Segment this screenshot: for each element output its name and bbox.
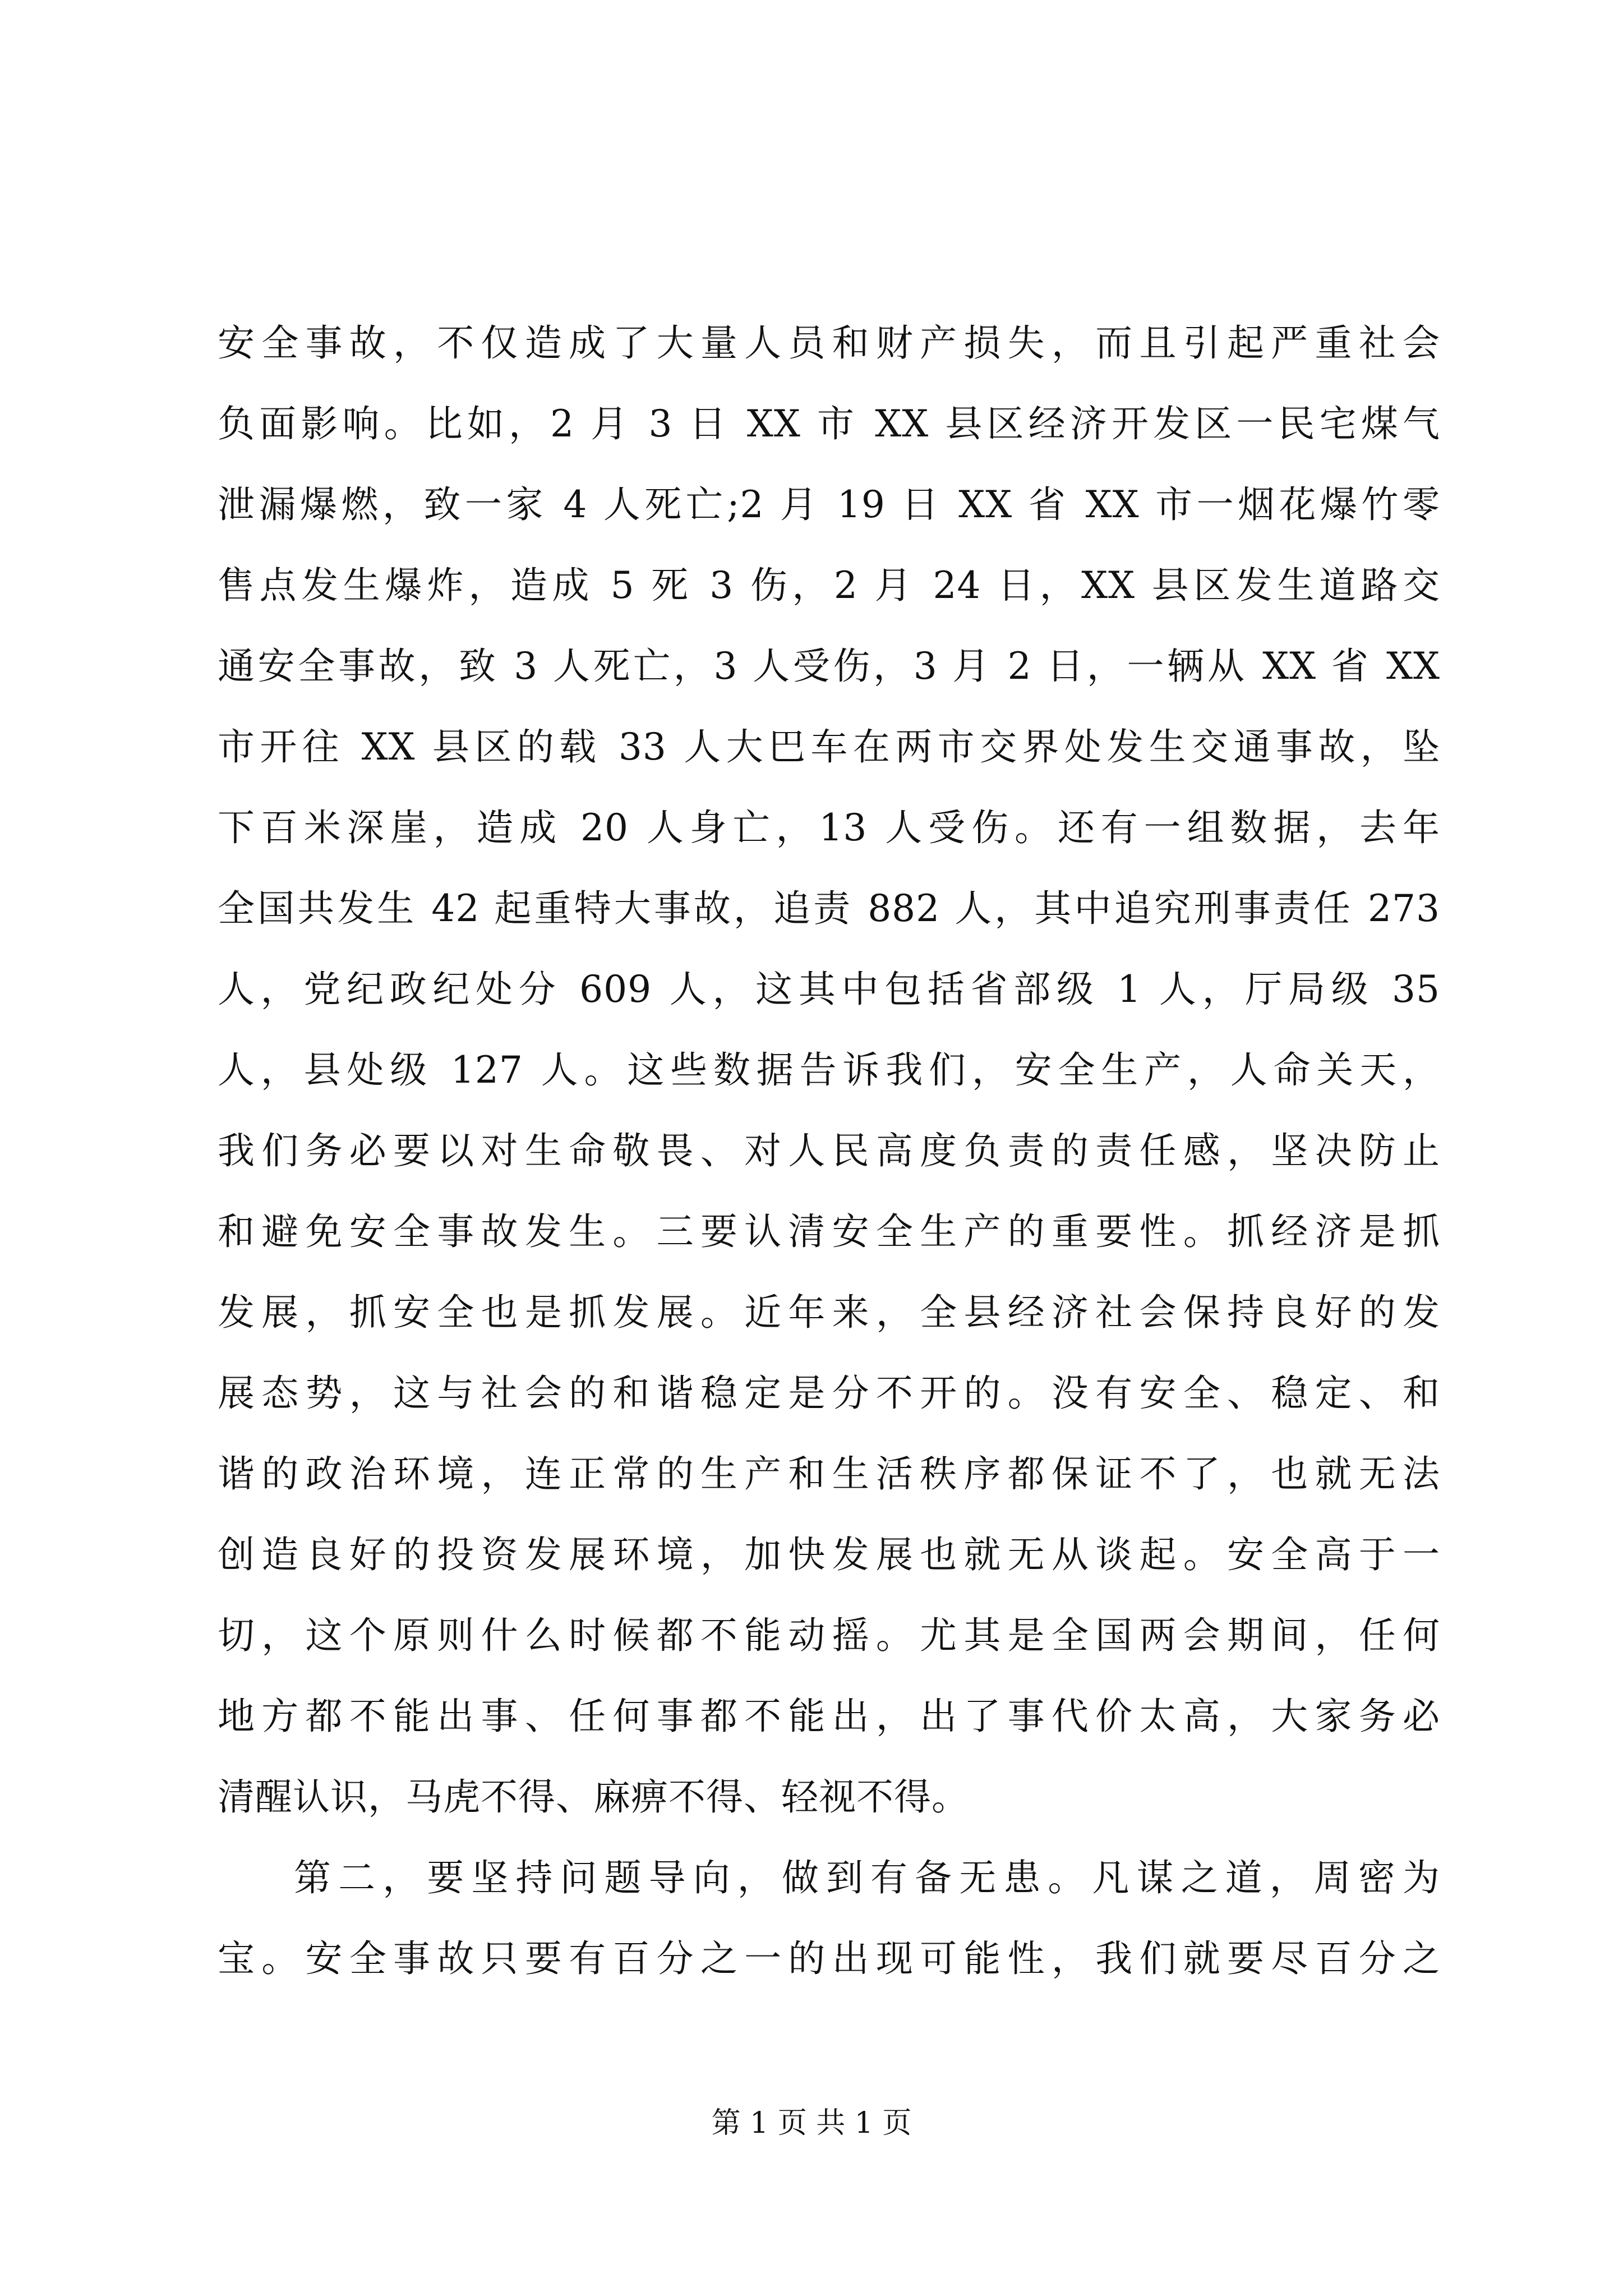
page-number-footer: 第 1 页 共 1 页 — [711, 2106, 912, 2140]
text-line: 售点发生爆炸，造成 5 死 3 伤，2 月 24 日，XX 县区发生道路交 — [218, 564, 1440, 607]
text-line: 人，党纪政纪处分 609 人，这其中包括省部级 1 人，厅局级 35 — [218, 968, 1440, 1011]
text-line: 谐的政治环境，连正常的生产和生活秩序都保证不了，也就无法 — [218, 1452, 1440, 1496]
text-line: 市开往 XX 县区的载 33 人大巴车在两市交界处发生交通事故，坠 — [218, 725, 1440, 769]
text-line: 宝。安全事故只要有百分之一的出现可能性，我们就要尽百分之 — [218, 1937, 1440, 1980]
text-line: 下百米深崖，造成 20 人身亡，13 人受伤。还有一组数据，去年 — [218, 806, 1440, 849]
text-line: 全国共发生 42 起重特大事故，追责 882 人，其中追究刑事责任 273 — [218, 887, 1440, 930]
text-line: 和避免安全事故发生。三要认清安全生产的重要性。抓经济是抓 — [218, 1210, 1440, 1253]
text-line: 泄漏爆燃，致一家 4 人死亡;2 月 19 日 XX 省 XX 市一烟花爆竹零 — [218, 483, 1440, 526]
text-line: 切，这个原则什么时候都不能动摇。尤其是全国两会期间，任何 — [218, 1614, 1440, 1657]
paragraph-end-line: 清醒认识，马虎不得、麻痹不得、轻视不得。 — [218, 1775, 969, 1819]
body-text — [218, 303, 1440, 1999]
text-line: 我们务必要以对生命敬畏、对人民高度负责的责任感，坚决防止 — [218, 1129, 1440, 1172]
text-line: 发展，抓安全也是抓发展。近年来，全县经济社会保持良好的发 — [218, 1291, 1440, 1334]
text-line: 人，县处级 127 人。这些数据告诉我们，安全生产，人命关天， — [218, 1048, 1440, 1092]
paragraph-start-line: 第二，要坚持问题导向，做到有备无患。凡谋之道，周密为 — [294, 1856, 1440, 1899]
text-line: 负面影响。比如，2 月 3 日 XX 市 XX 县区经济开发区一民宅煤气 — [218, 402, 1440, 445]
text-line: 创造良好的投资发展环境，加快发展也就无从谈起。安全高于一 — [218, 1533, 1440, 1576]
text-line: 展态势，这与社会的和谐稳定是分不开的。没有安全、稳定、和 — [218, 1372, 1440, 1415]
text-line: 通安全事故，致 3 人死亡，3 人受伤，3 月 2 日，一辆从 XX 省 XX — [218, 645, 1440, 688]
text-line: 地方都不能出事、任何事都不能出，出了事代价太高，大家务必 — [218, 1695, 1440, 1738]
text-line: 安全事故，不仅造成了大量人员和财产损失，而且引起严重社会 — [218, 321, 1440, 365]
